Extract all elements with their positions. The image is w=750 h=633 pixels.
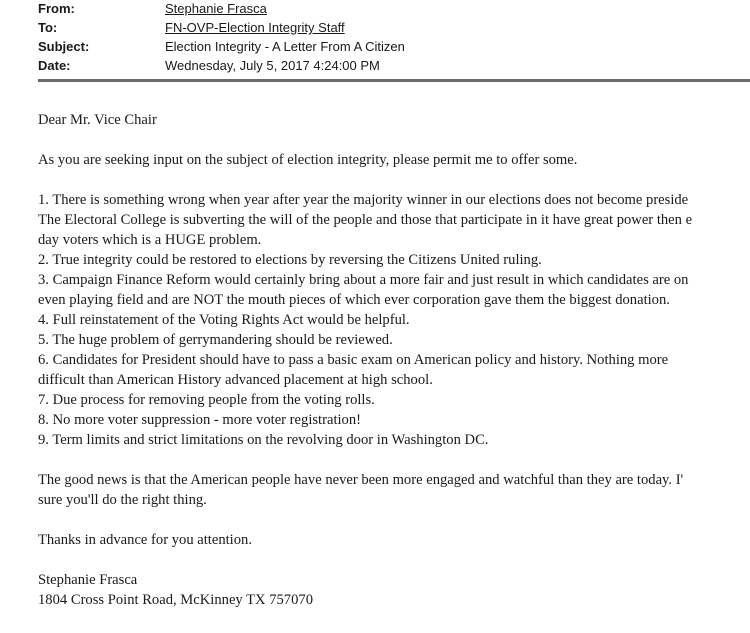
signature-name: Stephanie Frasca [38, 572, 138, 588]
header-divider [38, 79, 750, 82]
from-row [38, 0, 750, 19]
list-line: 9. Term limits and strict limitations on the revolving door in Washington DC. [38, 432, 489, 448]
from-label: From: [38, 1, 75, 16]
thanks-line: Thanks in advance for you attention. [38, 532, 252, 548]
closing-line: The good news is that the American people have never been more engaged and watchful than they are today. I' [38, 472, 684, 488]
to-value[interactable]: FN-OVP-Election Integrity Staff [165, 20, 345, 35]
list-line: 7. Due process for removing people from the voting rolls. [38, 392, 375, 408]
subject-label: Subject: [38, 39, 90, 54]
list-line: 1. There is something wrong when year after year the majority winner in our elections does not become preside [38, 192, 689, 208]
list-line: even playing field and are NOT the mouth pieces of which ever corporation gave them the biggest donation. [38, 292, 670, 308]
date-label: Date: [38, 58, 71, 73]
signature-address: 1804 Cross Point Road, McKinney TX 757070 [38, 592, 313, 608]
to-label: To: [38, 20, 58, 35]
list-line: The Electoral College is subverting the will of the people and those that participate in it have great power then e [38, 212, 693, 228]
letter-body [38, 110, 750, 610]
closing-line: sure you'll do the right thing. [38, 492, 207, 508]
list-line: day voters which is a HUGE problem. [38, 232, 262, 248]
to-row [38, 19, 750, 38]
list-line: 2. True integrity could be restored to elections by reversing the Citizens United ruling. [38, 252, 542, 268]
salutation: Dear Mr. Vice Chair [38, 112, 157, 128]
intro-paragraph: As you are seeking input on the subject of election integrity, please permit me to offer some. [38, 152, 578, 168]
email-header [38, 0, 750, 76]
list-line: 4. Full reinstatement of the Voting Rights Act would be helpful. [38, 312, 410, 328]
list-line: 5. The huge problem of gerrymandering should be reviewed. [38, 332, 393, 348]
subject-row [38, 38, 750, 57]
list-line: 8. No more voter suppression - more voter registration! [38, 412, 362, 428]
date-value: Wednesday, July 5, 2017 4:24:00 PM [165, 58, 380, 73]
date-row [38, 57, 750, 76]
from-value[interactable]: Stephanie Frasca [165, 1, 267, 16]
list-line: 6. Candidates for President should have to pass a basic exam on American policy and history. Nothing more [38, 352, 669, 368]
subject-value: Election Integrity - A Letter From A Citizen [165, 39, 405, 54]
list-line: difficult than American History advanced placement at high school. [38, 372, 433, 388]
list-line: 3. Campaign Finance Reform would certainly bring about a more fair and just result in which candidates are on [38, 272, 689, 288]
